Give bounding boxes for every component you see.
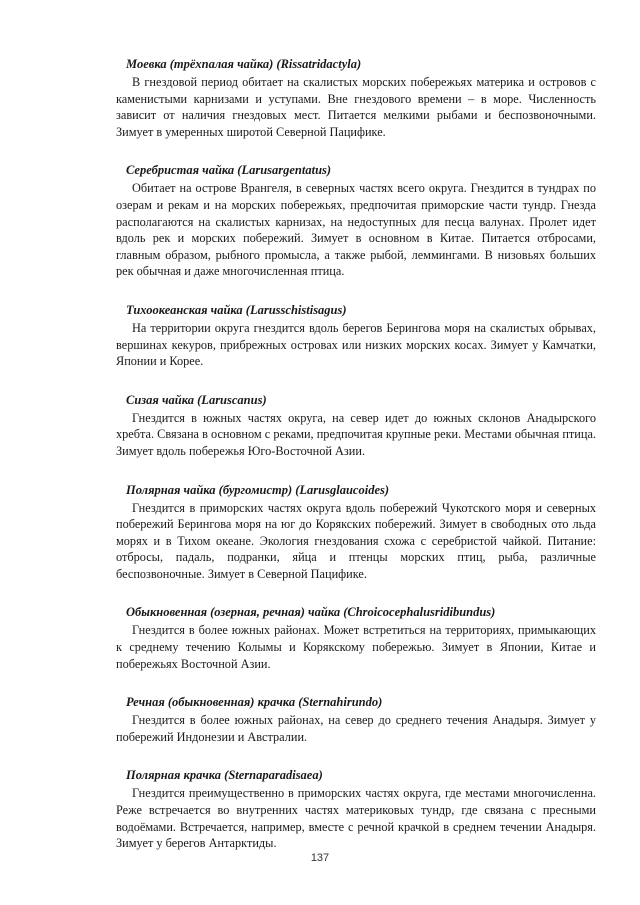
entry-text: В гнездовой период обитает на скалистых морских побережьях материка и островов с каменистыми карнизами и уступами. Вне гнездового времени – в море. Численность зависит от наличия гнездовых мест. Питается мелкими рыбами и беспозвоночными. Зимует в умеренных широтой Северной Пацифике. xyxy=(116,75,596,139)
page-number: 137 xyxy=(310,852,330,864)
entry-title: Сизая чайка (Laruscanus) xyxy=(126,392,267,407)
entry-black-headed-gull xyxy=(116,604,596,672)
entry-title: Моевка (трёхпалая чайка) (Rissatridactyla) xyxy=(126,57,362,71)
entry-title: Серебристая чайка (Larusargentatus) xyxy=(126,163,332,178)
entry-arctic-tern xyxy=(116,767,596,851)
entry-common-tern xyxy=(116,694,596,745)
entry-text: Гнездится в более южных районах. Может встретиться на территориях, примыкающих к среднему течению Колымы и Корякскому побережью. Зимует в Японии, Китае и побережьях Восточной Азии. xyxy=(116,623,596,671)
page-body xyxy=(116,56,596,874)
entry-text: На территории округа гнездится вдоль берегов Берингова моря на скалистых обрывах, вершинах кекуров, прибрежных островах или низких морских косах. Зимует у Камчатки, Японии и Корее. xyxy=(116,320,596,369)
entry-text: Гнездится преимущественно в приморских частях округа, где местами многочисленна. Реже встречается во внутренних частях материковых тундр, где связана с пресными водоёмами. Встречается, например, вместе с речной крачкой в среднем течении Анадыря. Зимует у берегов Антарктиды. xyxy=(116,786,596,851)
entry-slaty-backed-gull xyxy=(116,302,596,370)
entry-text: Обитает на острове Врангеля, в северных частях всего округа. Гнездится в тундрах по озерам и рекам и на морских побережьях, предпочитая приморские части тундр. Гнезда располагаются на скалистых карнизах, на недоступных для песца валунах. Пролет идет вдоль рек и морских побережий. Зимует в основном в Китае. Питается отбросами, главным образом, рыбного промысла, а также рыбой, леммингами. В низовьях больших рек обычная и даже многочисленная птица. xyxy=(116,181,596,279)
entry-text: Гнездится в приморских частях округа вдоль побережий Чукотского моря и северных побережий Берингова моря на юг до Корякских побережий. Зимует в свободных ото льда морях и в Тихом океане. Экология гнездования схожа с серебристой чайкой. Питание: отбросы, падаль, подранки, яйца и птенцы морских птиц, рыба, различные беспозвоночные. Зимует в Северной Пацифике. xyxy=(116,500,596,581)
entry-title: Речная (обыкновенная) крачка (Sternahirundo) xyxy=(126,695,383,710)
entry-title: Полярная крачка (Sternaparadisaea) xyxy=(126,768,323,783)
entry-kittiwake xyxy=(116,56,596,140)
entry-glaucous-gull xyxy=(116,482,596,583)
entry-title: Тихоокеанская чайка (Larusschistisagus) xyxy=(126,302,347,317)
entry-common-gull xyxy=(116,392,596,460)
entry-herring-gull xyxy=(116,162,596,280)
entry-text: Гнездится в более южных районах, на север до среднего течения Анадыря. Зимует у побережий Индонезии и Австралии. xyxy=(116,713,596,744)
entry-title: Обыкновенная (озерная, речная) чайка (Chroicocephalusridibundus) xyxy=(126,605,496,620)
entry-title: Полярная чайка (бургомистр) (Larusglaucoides) xyxy=(126,482,390,497)
entry-text: Гнездится в южных частях округа, на север идет до южных склонов Анадырского хребта. Связана в основном с реками, предпочитая крупные реки. Местами обычная птица. Зимует вдоль побережья Юго-Восточной Азии. xyxy=(116,410,596,458)
